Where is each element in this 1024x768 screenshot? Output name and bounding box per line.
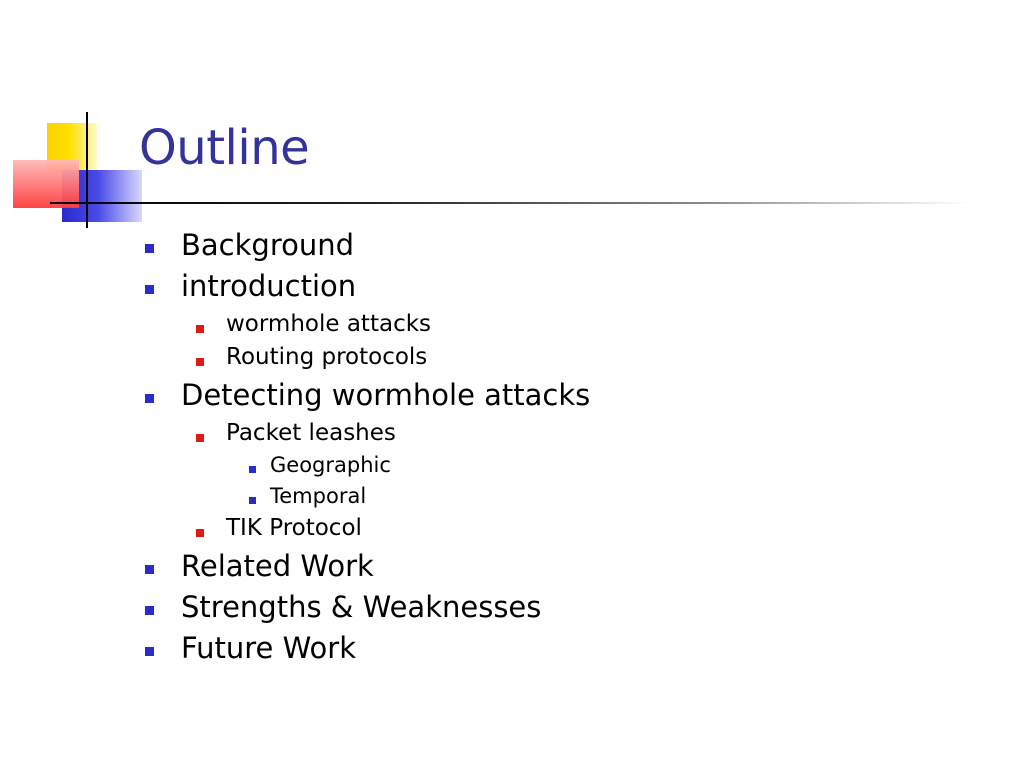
- outline-item-text: Geographic: [270, 453, 391, 477]
- outline-item-text: Packet leashes: [226, 420, 396, 446]
- outline-item-text: wormhole attacks: [226, 311, 432, 337]
- square-bullet-icon: [145, 647, 154, 656]
- red-square-shape: [13, 160, 79, 208]
- square-bullet-icon: [196, 358, 204, 366]
- outline-item-text: Future Work: [181, 631, 357, 665]
- slide-title: Outline: [139, 120, 310, 176]
- corner-logo-graphic: [0, 0, 150, 240]
- outline-item-text: Routing protocols: [226, 344, 428, 370]
- square-bullet-icon: [196, 434, 204, 442]
- outline-item-text: Detecting wormhole attacks: [181, 378, 591, 412]
- square-bullet-icon: [145, 606, 154, 615]
- outline-item-text: Temporal: [270, 484, 367, 508]
- square-bullet-icon: [145, 285, 154, 294]
- outline-item-text: introduction: [181, 269, 357, 303]
- square-bullet-icon: [145, 244, 154, 253]
- square-bullet-icon: [249, 497, 256, 504]
- square-bullet-icon: [145, 394, 154, 403]
- square-bullet-icon: [249, 466, 256, 473]
- square-bullet-icon: [196, 325, 204, 333]
- outline-item-text: Strengths & Weaknesses: [181, 590, 542, 624]
- outline-item-text: Related Work: [181, 549, 374, 583]
- outline-item-text: TIK Protocol: [226, 515, 362, 541]
- vertical-rule-line: [86, 112, 88, 228]
- title-underline-rule: [50, 202, 970, 204]
- square-bullet-icon: [196, 529, 204, 537]
- outline-item-text: Background: [181, 228, 355, 262]
- square-bullet-icon: [145, 565, 154, 574]
